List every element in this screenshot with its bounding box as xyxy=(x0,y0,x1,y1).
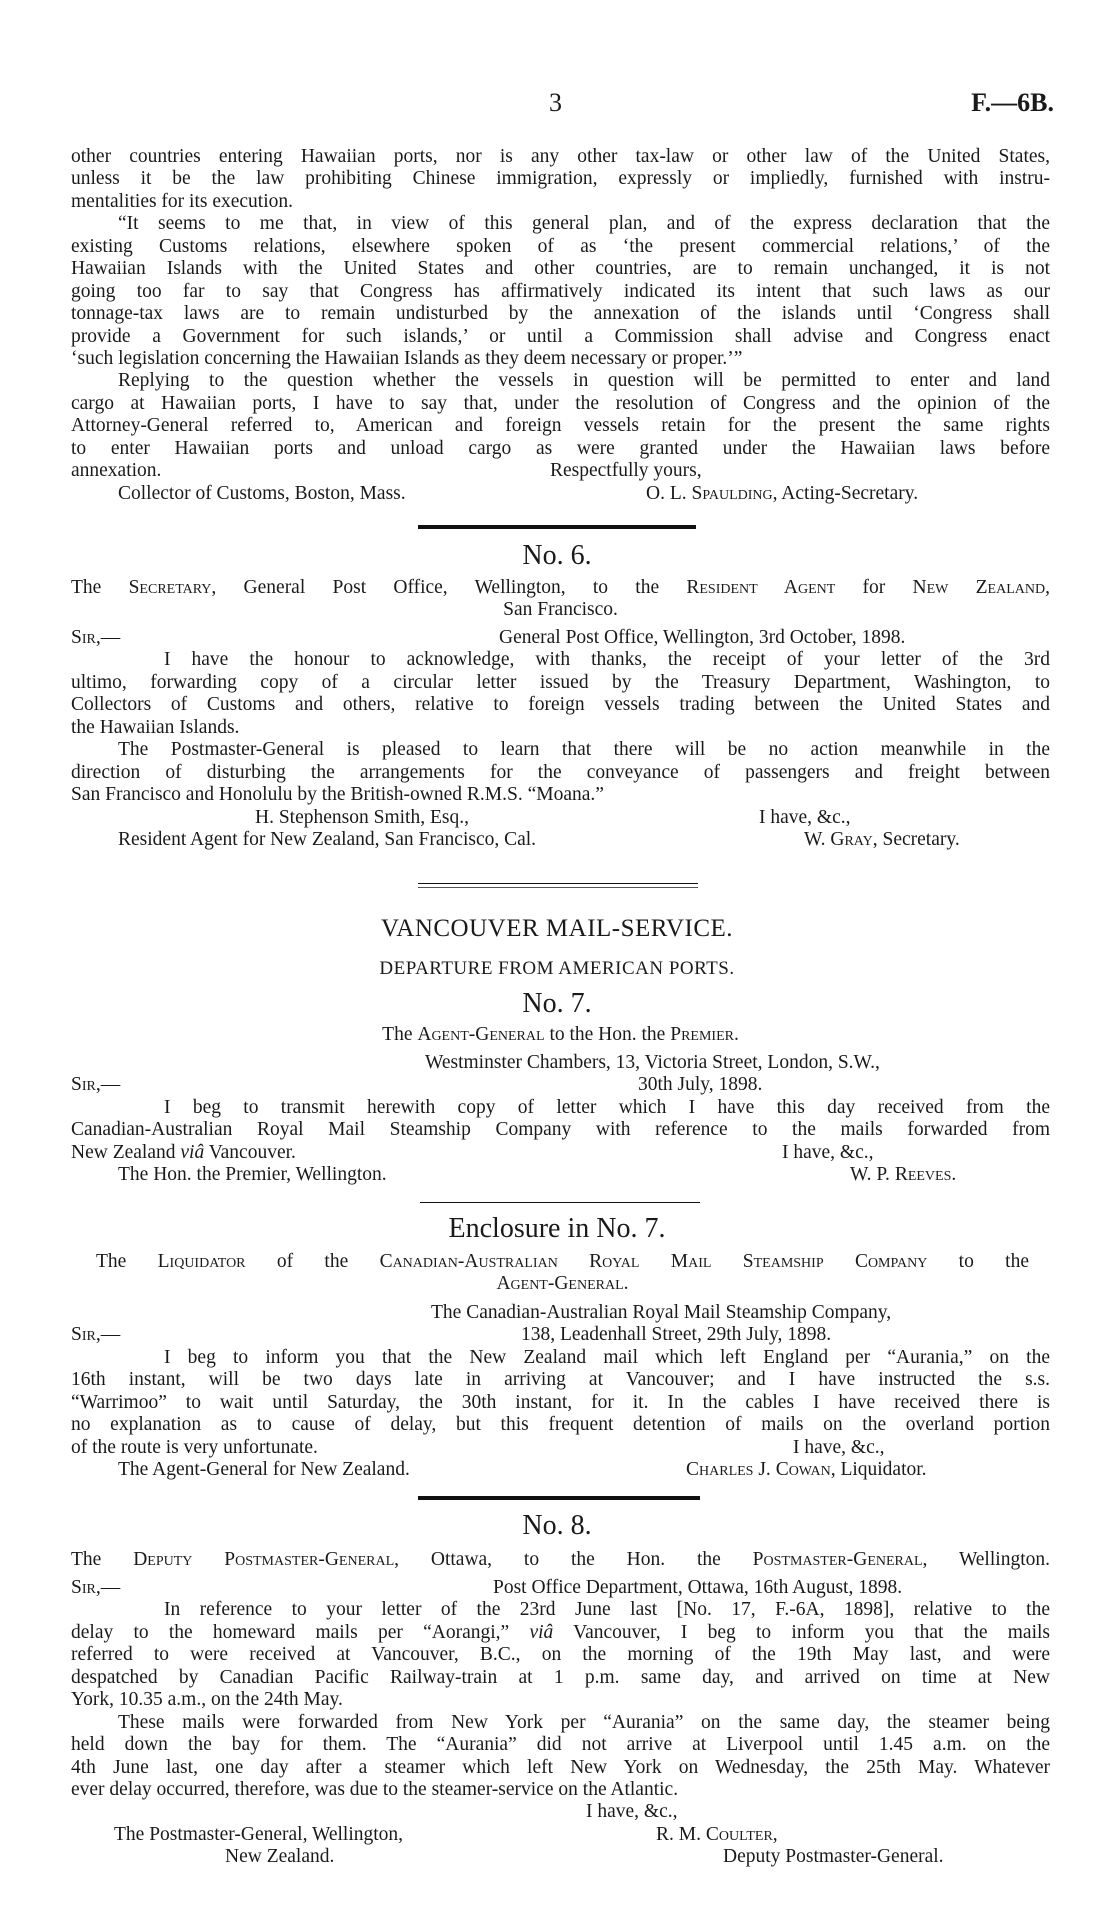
text-line: mentalities for its execution. xyxy=(71,190,294,212)
text-line: cargo at Hawaiian ports, I have to say that, under the resolution of Congress and the opinion of the xyxy=(71,392,1050,414)
italic-text: viâ xyxy=(529,1621,554,1643)
salutation: Sir,— xyxy=(71,1324,121,1346)
address: 138, Leadenhall Street, 29th July, 1898. xyxy=(521,1324,832,1346)
signer-name: Gray xyxy=(830,828,873,850)
text-line: In reference to your letter of the 23rd June last [No. 17, F.-6A, 1898], relative to the xyxy=(164,1599,1050,1621)
text-line xyxy=(71,1142,296,1164)
section-divider xyxy=(418,887,698,888)
text: , xyxy=(1045,577,1050,598)
text: to the xyxy=(927,1251,1029,1272)
text-line: annexation. xyxy=(71,460,162,482)
from-to-line-2: San Francisco. xyxy=(503,599,618,621)
signer-initials: O. L. xyxy=(646,482,692,504)
letter-body xyxy=(71,1577,1050,1869)
text-line: 16th instant, will be two days late in arriving at Vancouver; and I have instructed the s.s. xyxy=(71,1369,1050,1391)
from-to-line xyxy=(71,1024,1050,1046)
closing: I have, &c., xyxy=(586,1801,678,1823)
text-line: York, 10.35 a.m., on the 24th May. xyxy=(71,1689,343,1711)
signer-first-name: Charles xyxy=(686,1459,754,1481)
text: . xyxy=(733,1024,739,1045)
date: 30th July, 1898. xyxy=(638,1074,763,1096)
section-divider xyxy=(418,1496,700,1500)
sender-title: Deputy Postmaster-General xyxy=(133,1549,395,1570)
from-to-line-2: Agent-General. xyxy=(496,1273,629,1295)
addressee: The Agent-General for New Zealand. xyxy=(118,1459,410,1481)
text-line: Attorney-General referred to, American and foreign vessels retain for the present the same rights xyxy=(71,415,1050,437)
addressee: The Postmaster-General, Wellington, xyxy=(114,1823,404,1845)
signer-initials: W. P. xyxy=(850,1164,895,1186)
signer-title: Deputy Postmaster-General. xyxy=(723,1846,944,1868)
text: The xyxy=(71,577,129,598)
signer-last-name: Cowan xyxy=(775,1459,831,1481)
text: . xyxy=(951,1164,957,1186)
text-line: ‘such legislation concerning the Hawaiian Islands as they deem necessary or proper.’” xyxy=(71,347,743,369)
text-line: ultimo, forwarding copy of a circular letter issued by the Treasury Department, Washington, to xyxy=(71,671,1050,693)
address: Westminster Chambers, 13, Victoria Street, London, S.W., xyxy=(425,1052,880,1073)
text: The xyxy=(71,1549,134,1570)
signer-initials: R. M. xyxy=(656,1823,706,1845)
signer-name: Reeves xyxy=(894,1164,952,1186)
dateline: General Post Office, Wellington, 3rd October, 1898. xyxy=(499,627,906,648)
letter-continuation xyxy=(71,146,1050,505)
text: for xyxy=(835,577,913,598)
signature xyxy=(850,1164,956,1186)
text-line: no explanation as to cause of delay, but this frequent detention of mails on the overland portion xyxy=(71,1414,1050,1436)
recipient-title: Resident Agent xyxy=(686,577,836,598)
text-line: Hawaiian Islands with the United States and other countries, are to remain unchanged, it is not xyxy=(71,258,1050,280)
text-line: Replying to the question whether the vessels in question will be permitted to enter and land xyxy=(118,370,1050,392)
signature xyxy=(686,1459,927,1481)
letter-header xyxy=(71,1549,1050,1571)
text-line xyxy=(71,1622,1050,1644)
text: New Zealand xyxy=(71,1141,181,1163)
closing: I have, &c., xyxy=(782,1141,874,1163)
text: The xyxy=(382,1024,418,1045)
text-line: tonnage-tax laws are to remain undisturbed by the annexation of the islands until ‘Congress shall xyxy=(71,303,1050,325)
text-line: I beg to inform you that the New Zealand mail which left England per “Aurania,” on the xyxy=(164,1346,1050,1368)
sender-title: Secretary xyxy=(128,577,212,598)
recipient-country: New Zealand xyxy=(912,577,1046,598)
letter-heading: No. 6. xyxy=(522,540,592,571)
signer-initial: W. xyxy=(804,828,831,850)
text: to the Hon. the xyxy=(544,1024,671,1045)
text: of the xyxy=(245,1251,380,1272)
text: , Ottawa, to the Hon. the xyxy=(394,1549,753,1570)
text: , xyxy=(772,1823,778,1845)
text: Vancouver. xyxy=(204,1141,296,1163)
section-divider xyxy=(418,525,696,529)
text-line: despatched by Canadian Pacific Railway-train at 1 p.m. same day, and arrived on time at New xyxy=(71,1666,1050,1688)
text-line: the Hawaiian Islands. xyxy=(71,716,240,738)
letter-header xyxy=(96,1251,1029,1296)
letter-heading: No. 8. xyxy=(522,1510,592,1541)
text-line: 4th June last, one day after a steamer which left New York on Wednesday, the 25th May. Whatever xyxy=(71,1756,1050,1778)
addressee: Collector of Customs, Boston, Mass. xyxy=(118,482,406,504)
from-to-line xyxy=(96,1251,1029,1273)
text: , General Post Office, Wellington, to the xyxy=(211,577,687,598)
salutation: Sir,— xyxy=(71,1577,121,1598)
text-line: existing Customs relations, elsewhere spoken of as ‘the present commercial relations,’ of the xyxy=(71,235,1050,257)
salutation: Sir,— xyxy=(71,1074,121,1096)
text-line: San Francisco and Honolulu by the British-owned R.M.S. “Moana.” xyxy=(71,784,604,806)
letter-body xyxy=(71,1052,1050,1187)
addressee: The Hon. the Premier, Wellington. xyxy=(118,1164,387,1186)
addressee: Resident Agent for New Zealand, San Francisco, Cal. xyxy=(118,828,537,850)
signature xyxy=(646,483,918,505)
signature xyxy=(656,1824,778,1846)
section-title: VANCOUVER MAIL-SERVICE. xyxy=(380,915,734,942)
text-line: These mails were forwarded from New York per “Aurania” on the same day, the steamer being xyxy=(118,1711,1050,1733)
text-line: Canadian-Australian Royal Mail Steamship Company with reference to the mails forwarded from xyxy=(71,1119,1050,1141)
from-to-line xyxy=(71,577,1050,599)
text-line: unless it be the law prohibiting Chinese immigration, expressly or impliedly, furnished with instru- xyxy=(71,168,1050,190)
signer-name: Spaulding xyxy=(691,482,773,504)
letter-heading: Enclosure in No. 7. xyxy=(448,1213,666,1244)
page-number: 3 xyxy=(549,88,562,117)
section-subtitle: DEPARTURE FROM AMERICAN PORTS. xyxy=(379,958,735,979)
recipient-title: Premier xyxy=(670,1024,734,1045)
text-line: held down the bay for them. The “Aurania” did not arrive at Liverpool until 1.45 a.m. on the xyxy=(71,1734,1050,1756)
text: delay to the homeward mails per “Aorangi,” xyxy=(71,1621,530,1643)
text-line: ever delay occurred, therefore, was due to the steamer-service on the Atlantic. xyxy=(71,1778,679,1800)
signer-title: , Secretary. xyxy=(872,828,960,850)
signer-name: Coulter xyxy=(705,1823,773,1845)
signer-title: , Acting-Secretary. xyxy=(772,482,919,504)
text-line: I beg to transmit herewith copy of letter which I have this day received from the xyxy=(164,1096,1050,1118)
recipient-title: Postmaster-General xyxy=(752,1549,923,1570)
closing: I have, &c., xyxy=(793,1436,885,1458)
text-line: going too far to say that Congress has affirmatively indicated its intent that such laws as our xyxy=(71,280,1050,302)
letter-body xyxy=(71,1302,1050,1482)
signer-initial: J. xyxy=(753,1459,776,1481)
text: Vancouver, I beg to inform you that the mails xyxy=(553,1621,1050,1643)
text-line: to enter Hawaiian ports and unload cargo as were granted under the Hawaiian laws before xyxy=(71,437,1050,459)
dateline: Post Office Department, Ottawa, 16th August, 1898. xyxy=(493,1577,903,1598)
company-name: Canadian-Australian Royal Mail Steamship Company xyxy=(379,1251,928,1272)
text-line: provide a Government for such islands,’ or until a Commission shall advise and Congress enact xyxy=(71,325,1050,347)
text: The xyxy=(96,1251,158,1272)
salutation: Sir,— xyxy=(71,627,121,648)
letter-heading: No. 7. xyxy=(522,988,592,1019)
text-line: The Postmaster-General is pleased to learn that there will be no action meanwhile in the xyxy=(118,739,1050,761)
text-line: other countries entering Hawaiian ports, nor is any other tax-law or other law of the United States, xyxy=(71,146,1050,167)
closing: I have, &c., xyxy=(759,806,851,828)
section-divider xyxy=(418,883,698,884)
text-line: referred to were received at Vancouver, B.C., on the morning of the 19th May last, and were xyxy=(71,1644,1050,1666)
signature xyxy=(804,829,960,851)
text-line: I have the honour to acknowledge, with thanks, the receipt of your letter of the 3rd xyxy=(164,649,1050,671)
italic-text: viâ xyxy=(180,1141,205,1163)
section-divider xyxy=(420,1202,700,1203)
addressee: H. Stephenson Smith, Esq., xyxy=(255,806,469,828)
signer-title: , Liquidator. xyxy=(830,1459,927,1481)
text-line: direction of disturbing the arrangements for the conveyance of passengers and freight between xyxy=(71,761,1050,783)
letter-header xyxy=(71,1024,1050,1046)
text-line: “It seems to me that, in view of this general plan, and of the express declaration that the xyxy=(118,213,1050,235)
address: The Canadian-Australian Royal Mail Steamship Company, xyxy=(431,1302,892,1323)
closing: Respectfully yours, xyxy=(550,460,702,482)
letter-body xyxy=(71,627,1050,851)
text-line: of the route is very unfortunate. xyxy=(71,1436,318,1458)
text-line: Collectors of Customs and others, relative to foreign vessels trading between the United States and xyxy=(71,694,1050,716)
document-reference: F.—6B. xyxy=(971,88,1054,117)
sender-title: Liquidator xyxy=(157,1251,246,1272)
sender-title: Agent-General xyxy=(417,1024,545,1045)
addressee: New Zealand. xyxy=(225,1846,335,1868)
from-to-line xyxy=(71,1549,1050,1571)
text: , Wellington. xyxy=(922,1549,1050,1570)
text-line: “Warrimoo” to wait until Saturday, the 30th instant, for it. In the cables I have received there is xyxy=(71,1391,1050,1413)
letter-header xyxy=(71,577,1050,622)
